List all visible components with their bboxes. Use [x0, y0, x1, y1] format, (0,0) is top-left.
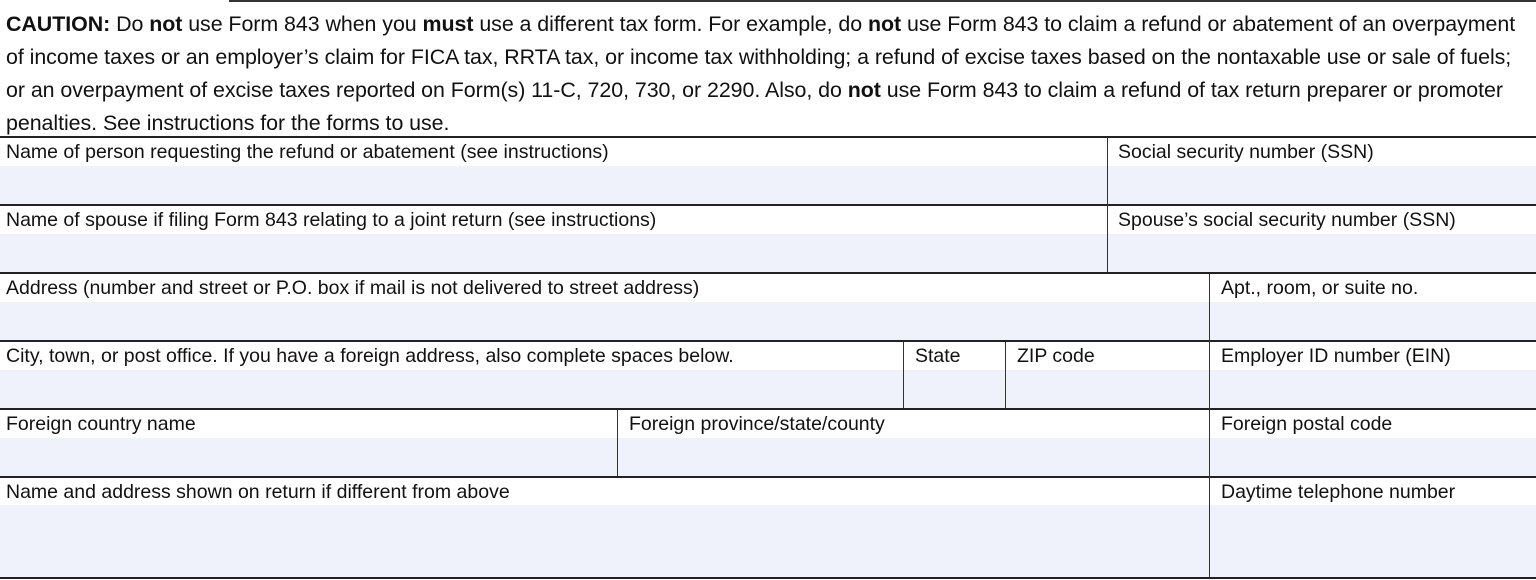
state-field[interactable]: [904, 342, 1005, 408]
field-label: Address (number and street or P.O. box if mail is not delivered to street address): [6, 277, 700, 299]
name-address-on-return-field[interactable]: [0, 478, 1209, 577]
city-field[interactable]: [0, 342, 903, 408]
spouse-ssn-field[interactable]: [1108, 206, 1536, 272]
row-divider: [0, 577, 1536, 579]
requester-name-field[interactable]: [0, 138, 1107, 204]
top-rule: [229, 0, 1536, 2]
caution-paragraph: CAUTION: Do not use Form 843 when you must use a different tax form. For example, do not use Form 843 to claim a refund or abatement of an overpayment of income taxes or an employer’s claim for FICA tax, RRTA tax, or income tax withholding; a refund of excise taxes based on the nontaxable use or sale of fuels; or an overpayment of excise taxes reported on Form(s) 11-C, 720, 730, or 2290. Also, do not use Form 843 to claim a refund of tax return preparer or promoter penalties. See instructions for the forms to use.: [6, 12, 1516, 135]
foreign-postal-code-field[interactable]: [1210, 410, 1536, 476]
field-label: Name and address shown on return if different from above: [6, 481, 510, 503]
field-label: Daytime telephone number: [1221, 481, 1456, 503]
ssn-field[interactable]: [1108, 138, 1536, 204]
foreign-country-field[interactable]: [0, 410, 617, 476]
field-label: City, town, or post office. If you have a foreign address, also complete spaces below.: [6, 345, 734, 367]
foreign-province-field[interactable]: [618, 410, 1209, 476]
field-label: Name of person requesting the refund or abatement (see instructions): [6, 141, 609, 163]
ein-field[interactable]: [1210, 342, 1536, 408]
field-label: Foreign province/state/county: [629, 413, 885, 435]
field-label: Foreign postal code: [1221, 413, 1393, 435]
column-divider: [1107, 138, 1108, 272]
right-column-divider: [1209, 274, 1210, 578]
daytime-phone-field[interactable]: [1210, 478, 1536, 577]
spouse-name-field[interactable]: [0, 206, 1107, 272]
caution-prefix: CAUTION:: [6, 12, 111, 36]
field-label: Apt., room, or suite no.: [1221, 277, 1419, 299]
address-field[interactable]: [0, 274, 1209, 340]
field-label: Employer ID number (EIN): [1221, 345, 1451, 367]
field-label: Foreign country name: [6, 413, 196, 435]
field-label: State: [915, 345, 961, 367]
field-label: Social security number (SSN): [1118, 141, 1374, 163]
field-label: ZIP code: [1017, 345, 1095, 367]
zip-field[interactable]: [1006, 342, 1209, 408]
field-label: Spouse’s social security number (SSN): [1118, 209, 1456, 231]
column-divider: [617, 410, 618, 476]
apt-field[interactable]: [1210, 274, 1536, 340]
column-divider: [903, 342, 904, 408]
column-divider: [1005, 342, 1006, 408]
field-label: Name of spouse if filing Form 843 relating to a joint return (see instructions): [6, 209, 657, 231]
